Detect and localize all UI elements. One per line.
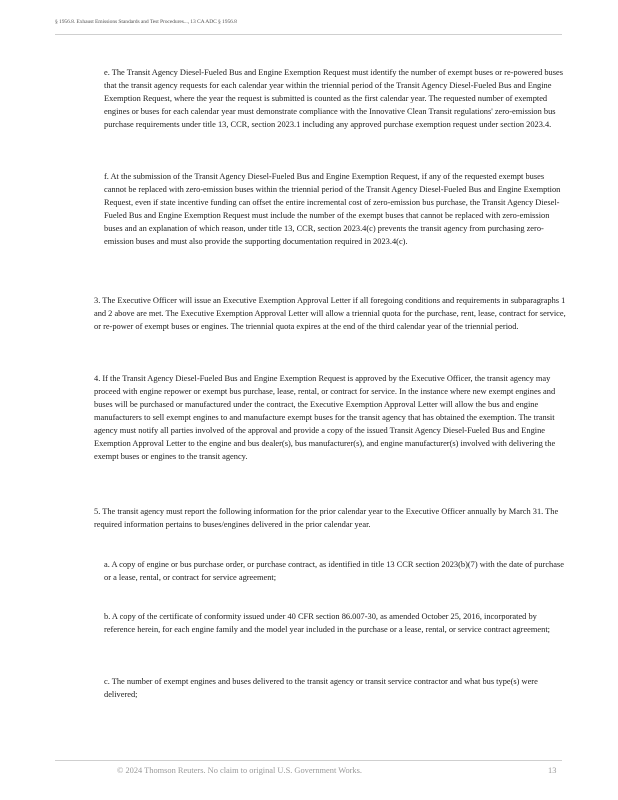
paragraph-a: a. A copy of engine or bus purchase order, or purchase contract, as identified in title 13 CCR section 2023(b)(7) with the date of purchase or a lease, rental, or contract for service agreement; — [104, 560, 564, 582]
page-number: 13 — [548, 766, 557, 775]
paragraph-5: 5. The transit agency must report the following information for the prior calendar year to the Executive Officer annually by March 31. The required information pertains to buses/engines delivered in the prior calendar year. — [94, 507, 559, 529]
paragraph-c: c. The number of exempt engines and buses delivered to the transit agency or transit service contractor and what bus type(s) were delivered; — [104, 677, 538, 699]
paragraph-b: b. A copy of the certificate of conformity issued under 40 CFR section 86.007-30, as amended October 25, 2016, incorporated by reference herein, for each engine family and the model year included in the purchase or a lease, rental, or service contract agreement; — [104, 612, 550, 634]
paragraph-f: f. At the submission of the Transit Agency Diesel-Fueled Bus and Engine Exemption Request, if any of the requested exempt buses cannot be replaced with zero-emission buses within the triennial period of the Transit Agency Diesel-Fueled Bus and Engine Exemption Request, even if state incentive funding can offset the entire incremental cost of zero-emission bus purchase, the Transit Agency Diesel-Fueled Bus and Engine Exemption Request must include the number of the exempt buses that cannot be replaced with zero-emission buses and an explanation of which reason, under title 13, CCR, section 2023.4(c) prevents the transit agency from purchasing zero-emission buses and must also provide the supporting documentation required in 2023.4(c). — [104, 172, 561, 246]
paragraph-3: 3. The Executive Officer will issue an Executive Exemption Approval Letter if all foregoing conditions and requirements in subparagraphs 1 and 2 above are met. The Executive Exemption Approval Letter will allow a triennial quota for the purchase, rent, lease, contract for service, or re-power of exempt buses or engines. The triennial quota expires at the end of the third calendar year of the triennial period. — [94, 296, 566, 331]
paragraph-e: e. The Transit Agency Diesel-Fueled Bus and Engine Exemption Request must identify the number of exempt buses or re-powered buses that the transit agency requests for each calendar year within the triennial period of the Transit Agency Diesel-Fueled Bus and Engine Exemption Request, where the year the request is submitted is counted as the first calendar year. The requested number of exempted engines or buses for each calendar year must demonstrate compliance with the Innovative Clean Transit regulations' zero-emission bus purchase requirements under title 13, CCR, section 2023.1 including any approved purchase exemption request under section 2023.4. — [104, 68, 563, 129]
footer-copyright: © 2024 Thomson Reuters. No claim to original U.S. Government Works. — [117, 766, 362, 775]
running-head: § 1956.8. Exhaust Emissions Standards and Test Procedures..., 13 CA ADC § 1956.8 — [55, 19, 237, 25]
header-rule — [55, 34, 562, 35]
paragraph-4: 4. If the Transit Agency Diesel-Fueled Bus and Engine Exemption Request is approved by the Executive Officer, the transit agency may proceed with engine repower or exempt bus purchase, lease, rental, or contract for service. In the instance where new exempt engines and buses will be purchased or manufactured under the contract, the Executive Exemption Approval Letter will allow the bus and engine manufacturers to sell exempt engines to and manufacture exempt buses for the transit agency that has obtained the exemption. The transit agency must notify all parties involved of the approval and provide a copy of the issued Transit Agency Diesel-Fueled Bus and Engine Exemption Approval Letter to the engine and bus dealer(s), bus manufacturer(s), and engine manufacturer(s) involved with delivering the exempt buses or engines to the transit agency. — [94, 374, 556, 461]
footer-rule — [55, 760, 562, 761]
